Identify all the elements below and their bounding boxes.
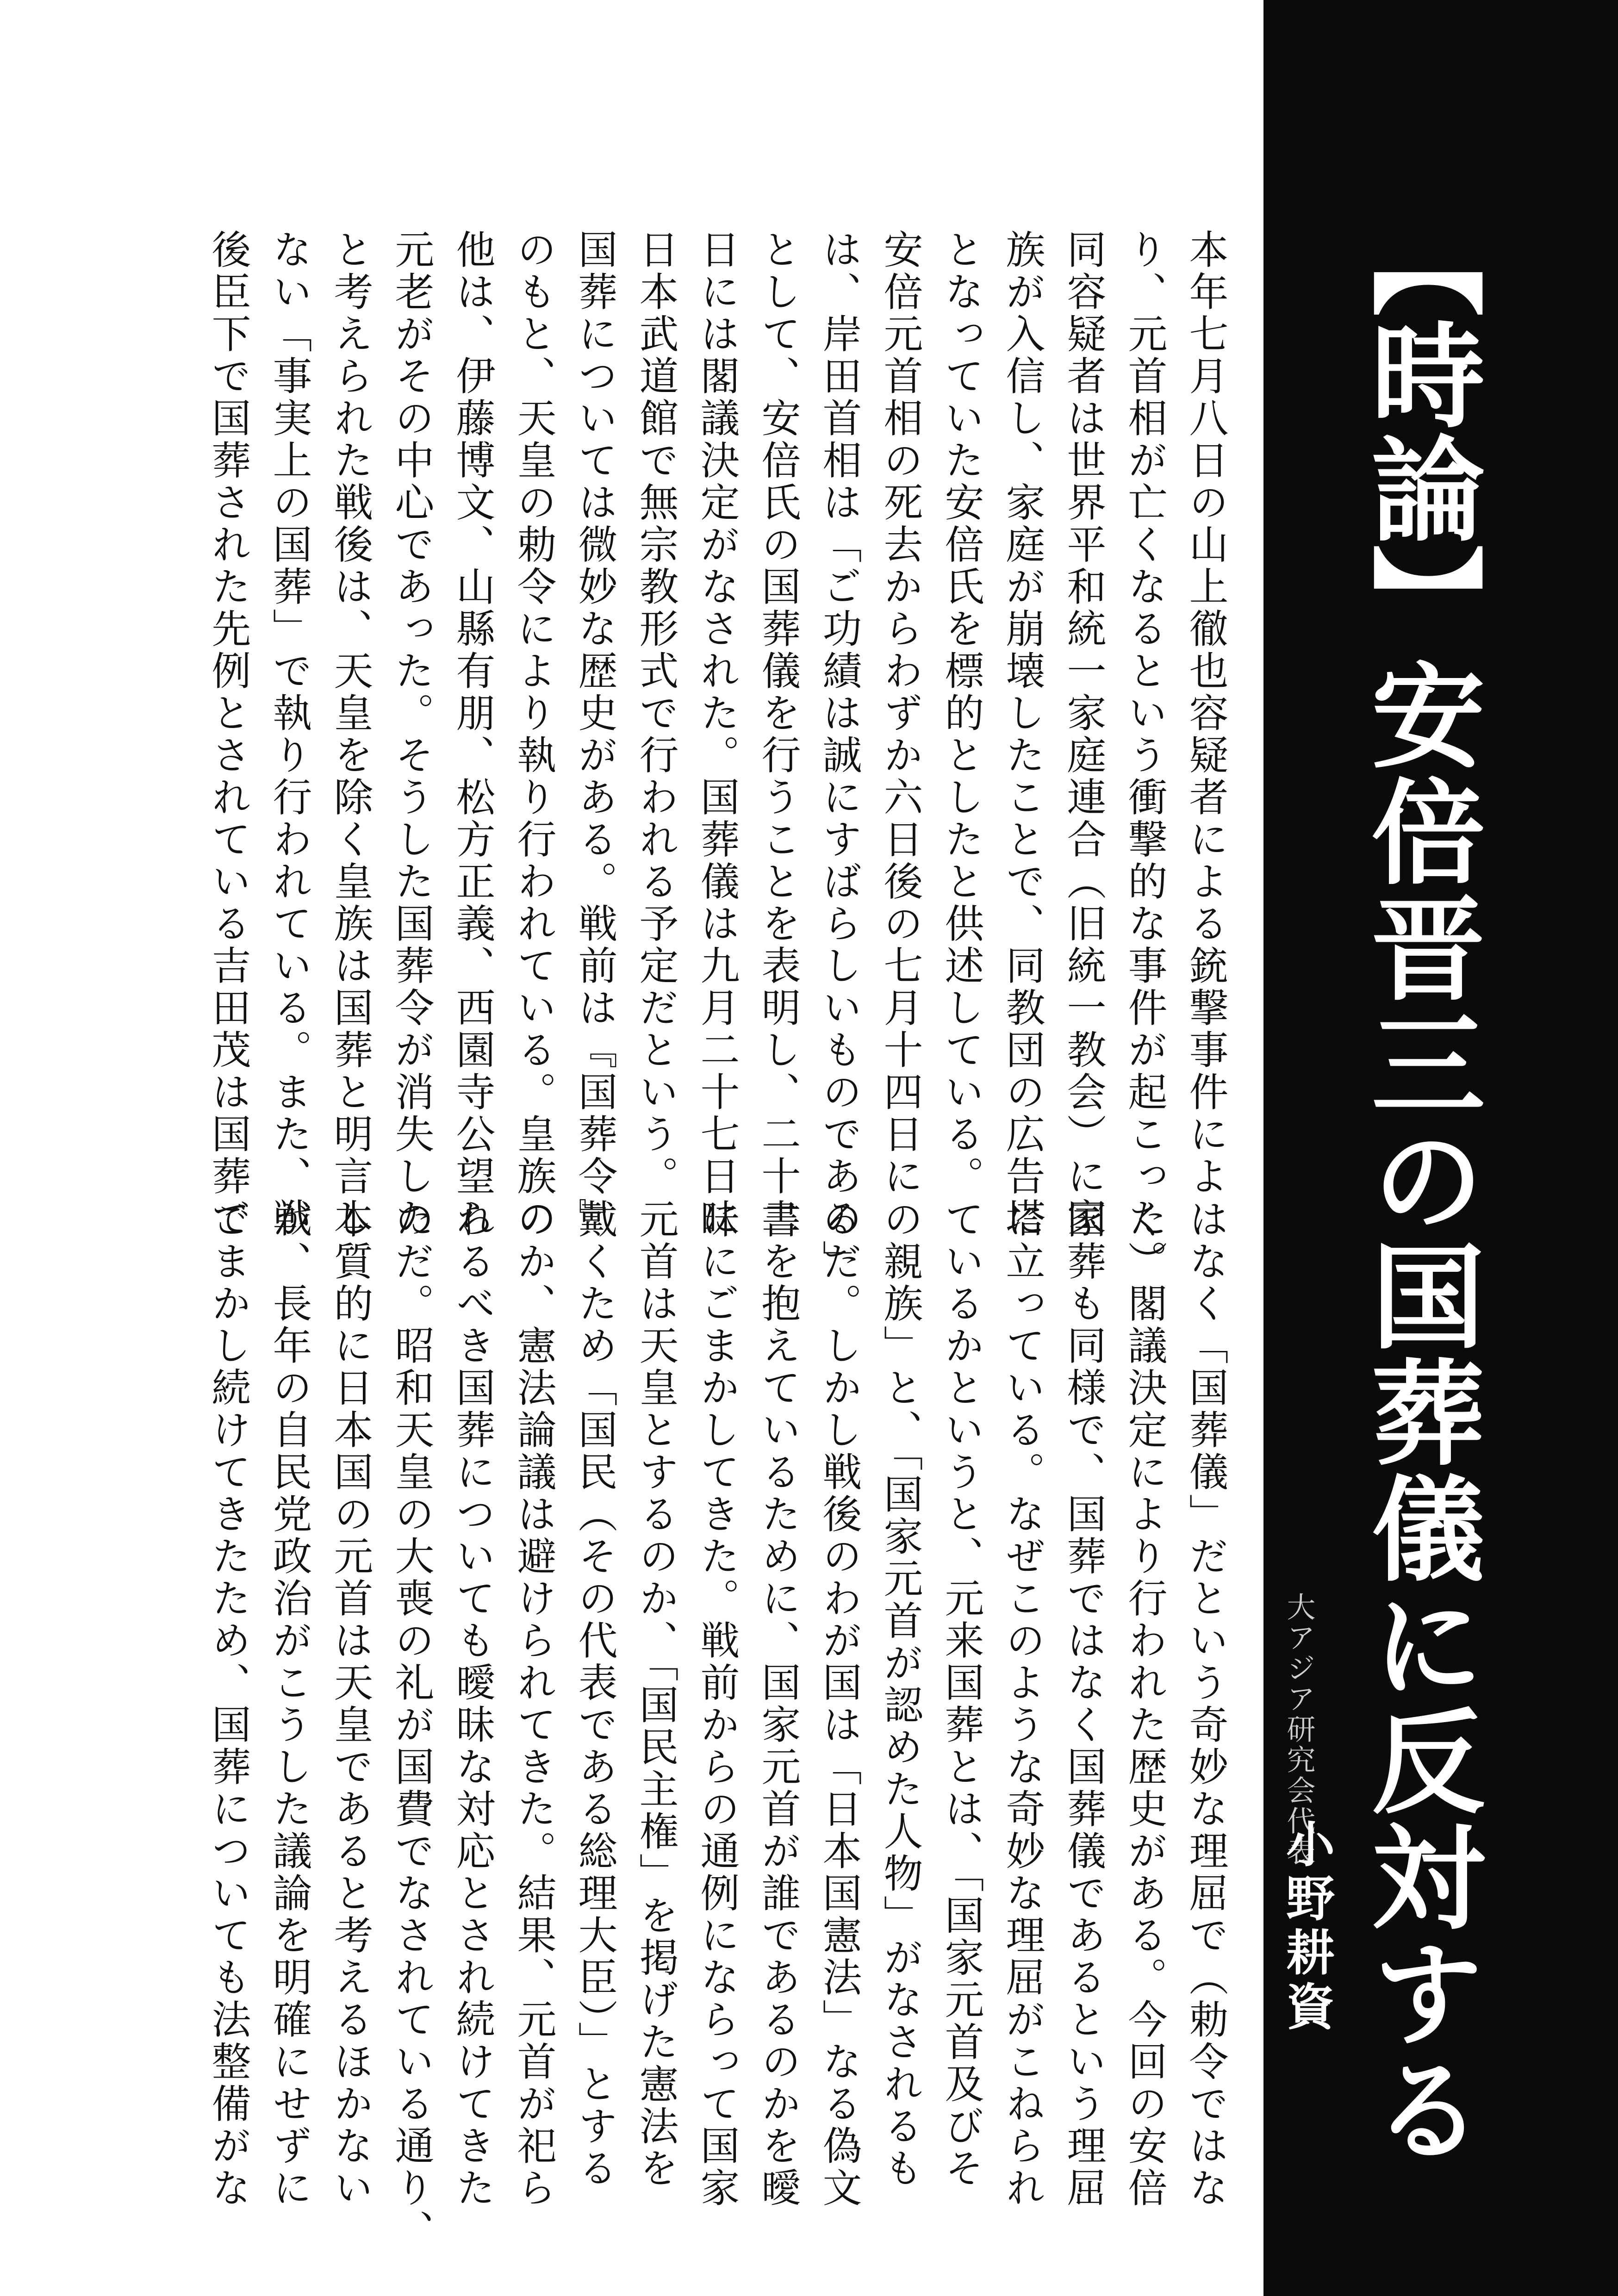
text-column: として、安倍氏の国葬儀を行うことを表明し、二十二 xyxy=(755,229,801,1240)
text-column: は、岸田首相は「ご功績は誠にすばらしいものである」 xyxy=(816,229,862,1282)
text-column: 同容疑者は世界平和統一家庭連合（旧統一教会）に家 xyxy=(1060,229,1106,1240)
text-column: のもと、天皇の勅令により執り行われている。皇族の xyxy=(510,229,556,1240)
text-column: のだ。昭和天皇の大喪の礼が国費でなされている通り、 xyxy=(388,1199,434,2252)
text-column: 昧にごまかしてきた。戦前からの通例にならって国家 xyxy=(694,1199,740,2209)
author-name: 小野耕資 xyxy=(1278,1819,1335,2035)
text-column: と考えられた戦後は、天皇を除く皇族は国葬と明言し xyxy=(327,229,373,1240)
text-column: はなく「国葬儀」だという奇妙な理屈で（勅令ではな xyxy=(1182,1199,1228,2209)
text-column: 国葬については微妙な歴史がある。戦前は『国葬令』 xyxy=(572,229,617,1240)
category-label: 【時論】 xyxy=(1353,204,1485,657)
text-column: 他は、伊藤博文、山縣有朋、松方正義、西園寺公望ら xyxy=(449,229,495,1240)
text-column: 日本武道館で無宗教形式で行われる予定だという。 xyxy=(633,229,678,1198)
article-title-block xyxy=(1353,204,1485,2167)
text-column: のか、憲法論議は避けられてきた。結果、元首が祀ら xyxy=(510,1199,556,2209)
body-text-lower xyxy=(192,1199,1236,2252)
text-column: 本質的に日本国の元首は天皇であると考えるほかない xyxy=(327,1199,373,2209)
text-column: 国葬も同様で、国葬ではなく国葬儀であるという理屈 xyxy=(1060,1199,1106,2209)
text-column: 書を抱えているために、国家元首が誰であるのかを曖 xyxy=(755,1199,801,2209)
body-text-upper xyxy=(192,229,1236,1282)
text-column: れるべき国葬についても曖昧な対応とされ続けてきた xyxy=(449,1199,495,2209)
author-organization: 大アジア研究会代表 xyxy=(1282,1592,1316,1867)
text-column: が、長年の自民党政治がこうした議論を明確にせずに xyxy=(266,1199,312,2209)
text-column: り、元首相が亡くなるという衝撃的な事件が起こった。 xyxy=(1121,229,1167,1282)
text-column: 族が入信し、家庭が崩壊したことで、同教団の広告塔 xyxy=(999,229,1045,1240)
text-column: 本年七月八日の山上徹也容疑者による銃撃事件によ xyxy=(1182,229,1228,1198)
text-column: となっていた安倍氏を標的としたと供述している。 xyxy=(938,229,984,1198)
text-column: 日には閣議決定がなされた。国葬儀は九月二十七日に xyxy=(694,229,740,1240)
text-column: 安倍元首相の死去からわずか六日後の七月十四日に xyxy=(877,229,923,1198)
text-column: 戴くため「国民（その代表である総理大臣）」とする xyxy=(572,1199,617,2190)
text-column: のだ。しかし戦後のわが国は「日本国憲法」なる偽文 xyxy=(816,1199,862,2209)
text-column: く）閣議決定により行われた歴史がある。今回の安倍 xyxy=(1121,1199,1167,2209)
text-column: ない「事実上の国葬」で執り行われている。また、戦 xyxy=(266,229,312,1240)
text-column: 元老がその中心であった。そうした国葬令が消失した xyxy=(388,229,434,1240)
text-column: ているかというと、元来国葬とは、「国家元首及びそ xyxy=(938,1199,984,2190)
article-title: 安倍晋三の国葬儀に反対する xyxy=(1353,657,1485,2167)
text-column: に立っている。なぜこのような奇妙な理屈がこねられ xyxy=(999,1199,1045,2209)
text-column: ごまかし続けてきたため、国葬についても法整備がな xyxy=(205,1199,251,2209)
text-column: 後臣下で国葬された先例とされている吉田茂は国葬で xyxy=(205,229,251,1240)
text-column: の親族」と、「国家元首が認めた人物」がなされるも xyxy=(877,1199,923,2190)
text-column: 元首は天皇とするのか、「国民主権」を掲げた憲法を xyxy=(633,1199,678,2190)
